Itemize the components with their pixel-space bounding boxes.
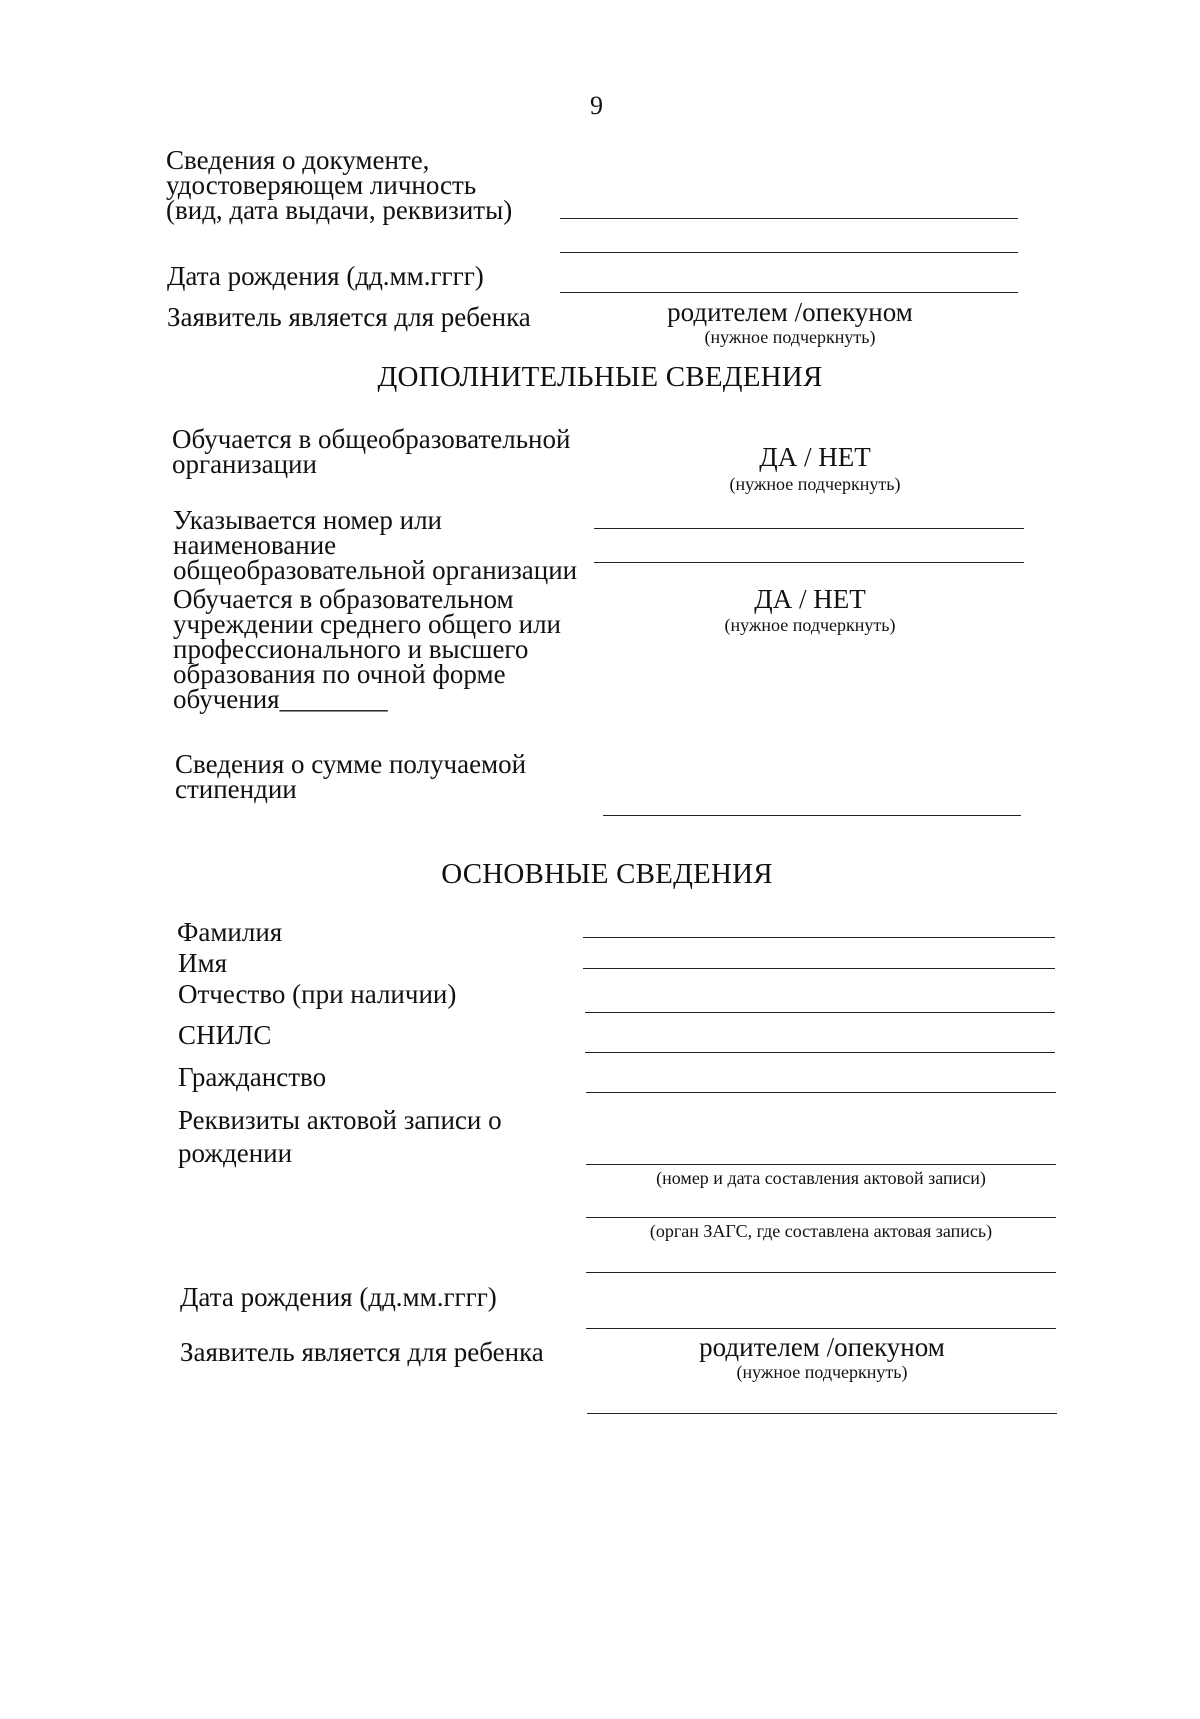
child-relation-hint: (нужное подчеркнуть)	[736, 1362, 908, 1382]
school-label: Обучается в общеобразовательной организации	[172, 424, 571, 479]
higher-edu-hint: (нужное подчеркнуть)	[724, 615, 896, 635]
child-birth-date-label: Дата рождения (дд.мм.гггг)	[180, 1282, 497, 1312]
patronymic-label: Отчество (при наличии)	[178, 979, 457, 1009]
citizenship-label: Гражданство	[178, 1062, 327, 1092]
birth-record-extra-line[interactable]	[586, 1272, 1056, 1273]
birth-record-label: Реквизиты актовой записи о рождении	[178, 1105, 502, 1168]
applicant-relation-options[interactable]: родителем /опекуном	[667, 297, 913, 327]
applicant-birth-date-label: Дата рождения (дд.мм.гггг)	[167, 261, 484, 291]
main-section-heading: ОСНОВНЫЕ СВЕДЕНИЯ	[441, 858, 773, 890]
surname-label: Фамилия	[177, 917, 283, 947]
additional-section-heading: ДОПОЛНИТЕЛЬНЫЕ СВЕДЕНИЯ	[377, 361, 823, 393]
name-line[interactable]	[583, 968, 1055, 969]
school-name-line-1[interactable]	[594, 528, 1024, 529]
birth-record-office-line[interactable]	[586, 1217, 1056, 1218]
snils-line[interactable]	[585, 1052, 1055, 1053]
patronymic-line[interactable]	[585, 1012, 1055, 1013]
snils-label: СНИЛС	[178, 1020, 272, 1050]
id-document-line-1[interactable]	[560, 218, 1018, 219]
higher-edu-options[interactable]: ДА / НЕТ	[754, 584, 866, 614]
page-number: 9	[590, 91, 603, 120]
school-name-label: Указывается номер или наименование общеобразовательной организации	[173, 505, 578, 585]
higher-edu-label: Обучается в образовательном учреждении среднего общего или профессионального и высшего образования по очной форме обучения________	[173, 584, 562, 714]
name-label: Имя	[178, 948, 228, 978]
surname-line[interactable]	[583, 937, 1055, 938]
child-birth-date-line[interactable]	[586, 1328, 1056, 1329]
applicant-relation-label: Заявитель является для ребенка	[167, 302, 531, 332]
child-relation-options[interactable]: родителем /опекуном	[699, 1332, 945, 1362]
applicant-relation-hint: (нужное подчеркнуть)	[704, 327, 876, 347]
school-name-line-2[interactable]	[594, 562, 1024, 563]
birth-record-number-line[interactable]	[586, 1164, 1056, 1165]
school-options[interactable]: ДА / НЕТ	[759, 442, 871, 472]
citizenship-line[interactable]	[586, 1092, 1056, 1093]
birth-record-number-hint: (номер и дата составления актовой записи)	[656, 1168, 986, 1188]
id-document-line-2[interactable]	[560, 252, 1018, 253]
school-hint: (нужное подчеркнуть)	[729, 474, 901, 494]
child-relation-label: Заявитель является для ребенка	[180, 1337, 544, 1367]
child-relation-line[interactable]	[587, 1413, 1057, 1414]
applicant-birth-date-line[interactable]	[560, 292, 1018, 293]
stipend-line[interactable]	[603, 815, 1021, 816]
stipend-label: Сведения о сумме получаемой стипендии	[175, 749, 527, 804]
id-document-label: Сведения о документе, удостоверяющем личность (вид, дата выдачи, реквизиты)	[166, 145, 513, 225]
birth-record-office-hint: (орган ЗАГС, где составлена актовая запись)	[649, 1221, 993, 1241]
